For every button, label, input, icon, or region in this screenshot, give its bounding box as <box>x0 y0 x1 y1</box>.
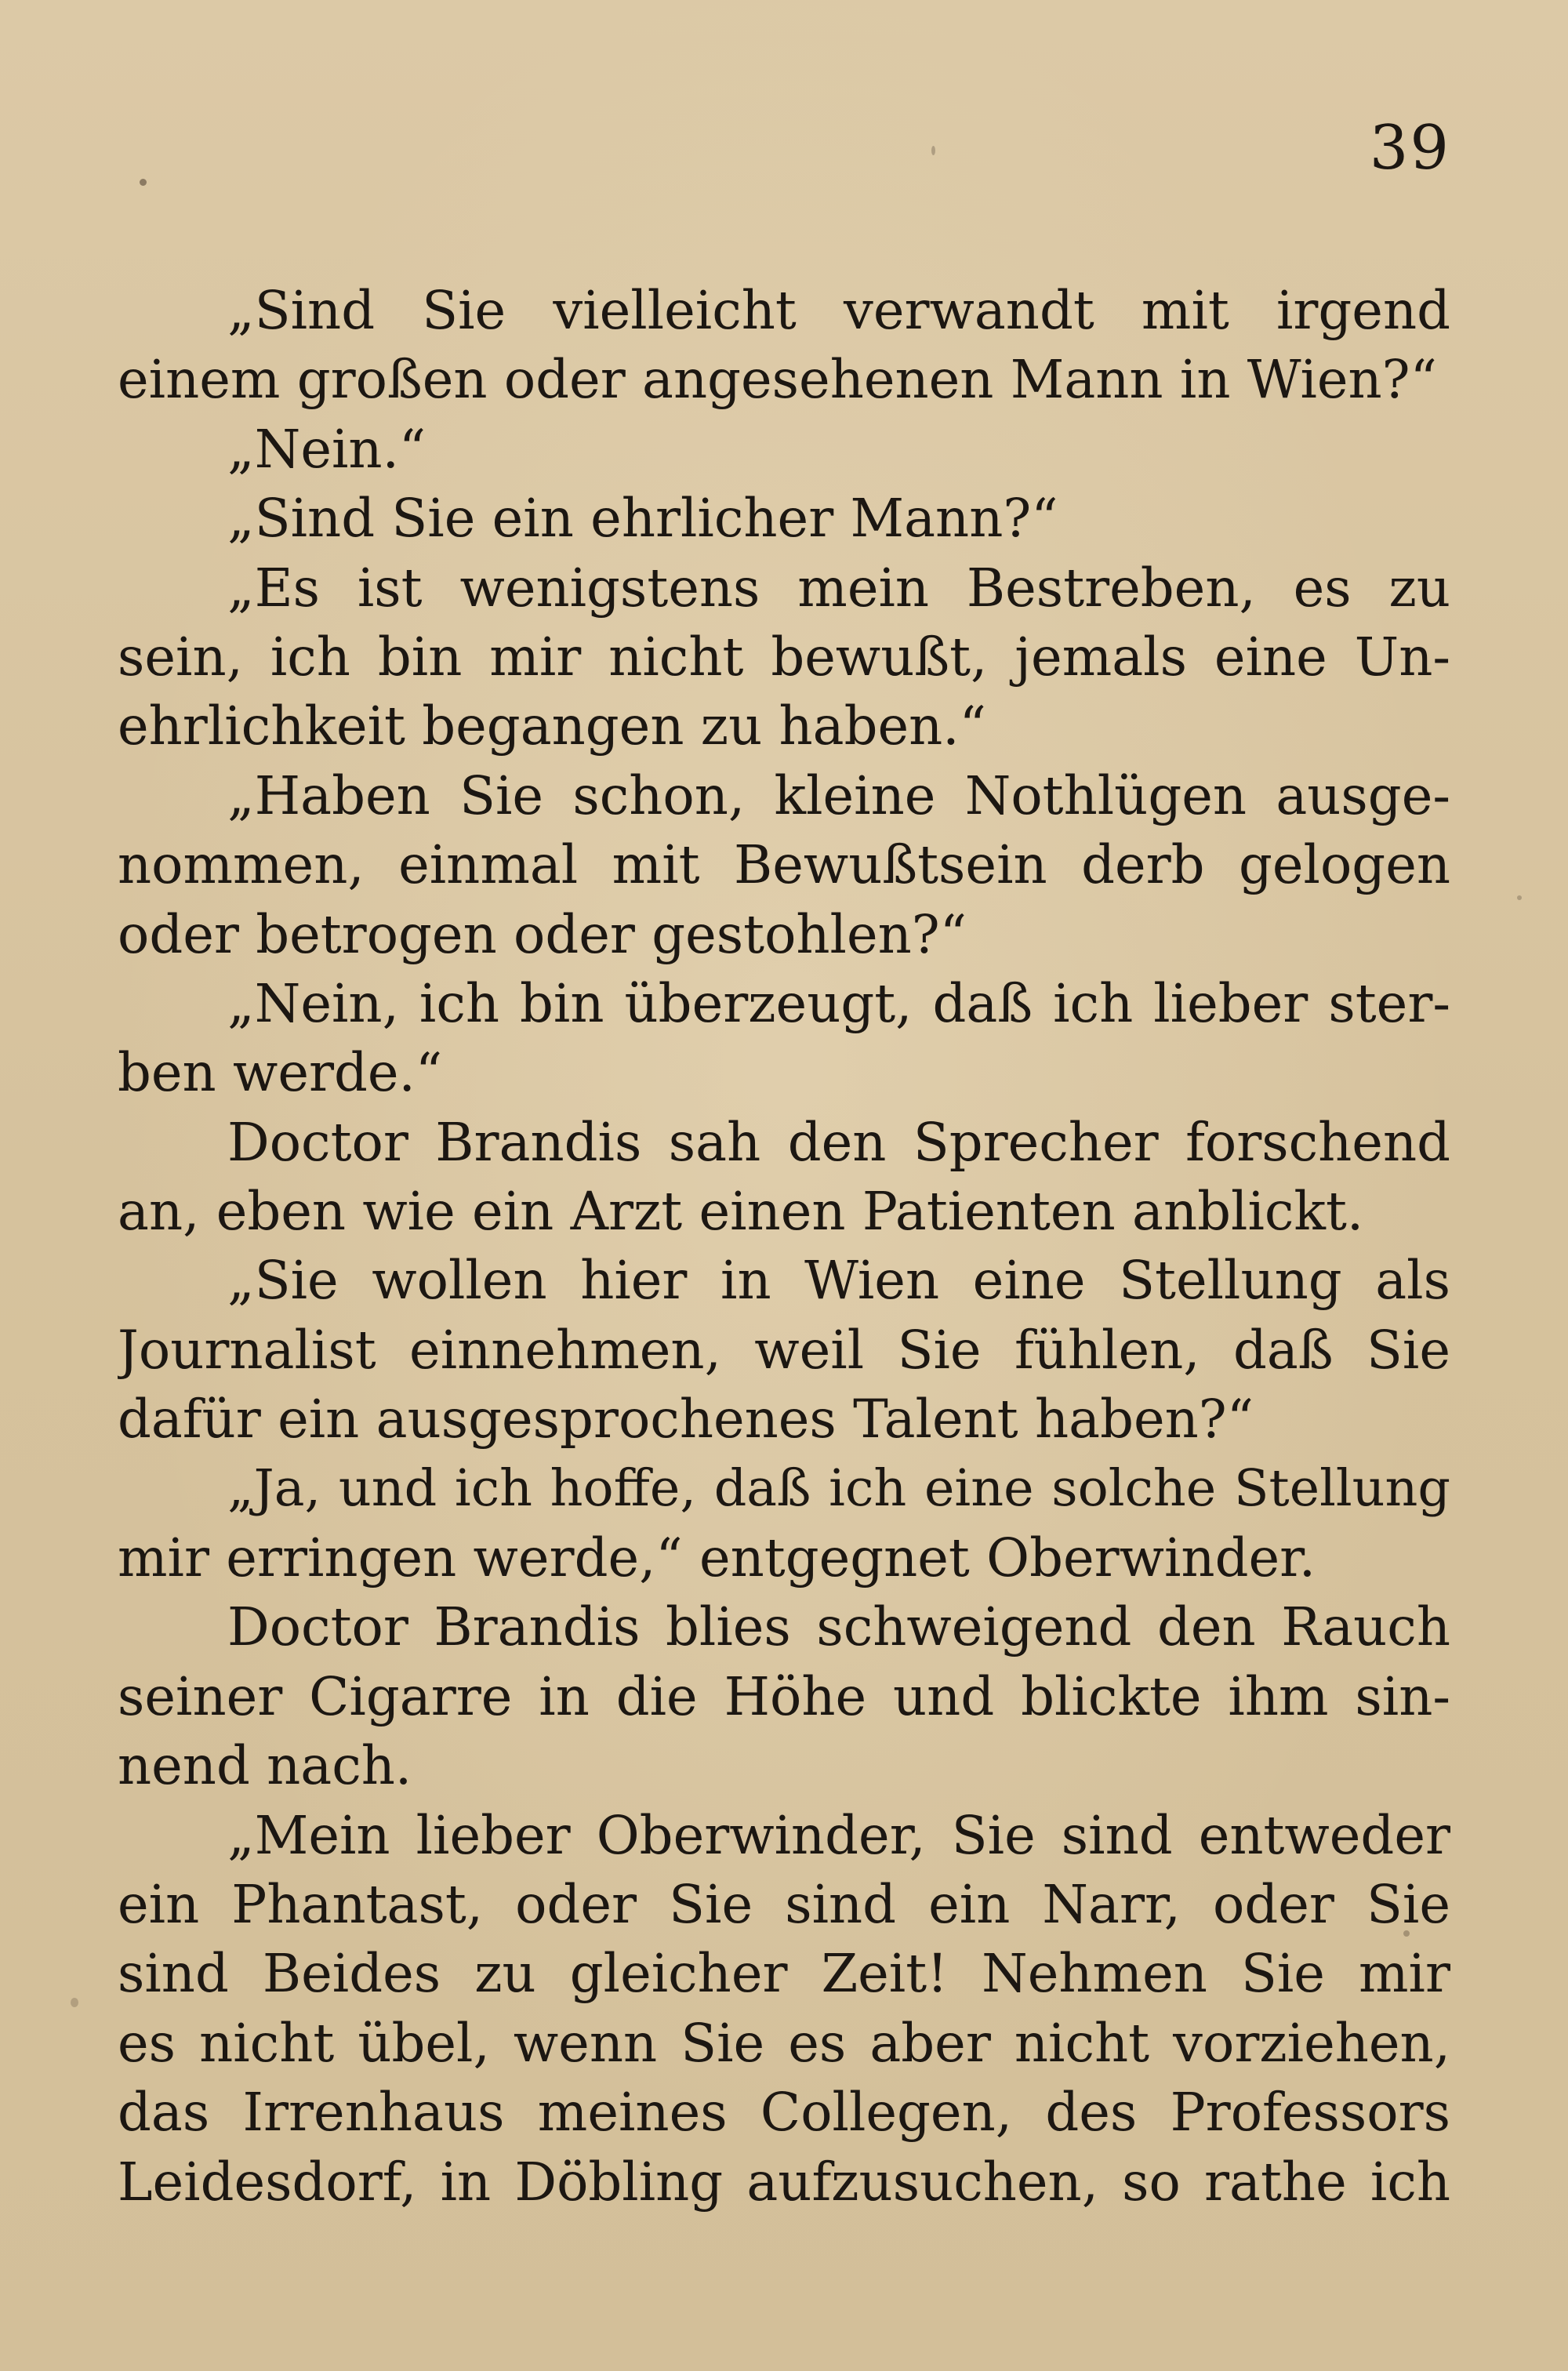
text-line: „Sind Sie ein ehrlicher Mann?“ <box>227 488 1058 550</box>
text-line: nommen, einmal mit Bewußtsein derb gelogen <box>118 834 1450 896</box>
text-line: mir erringen werde,“ entgegnet Oberwinder. <box>118 1527 1316 1589</box>
text-line: „Ja, und ich hoffe, daß ich eine solche Stellung <box>227 1458 1450 1518</box>
paper-speck <box>931 146 935 155</box>
text-line: „Nein, ich bin überzeugt, daß ich lieber ster- <box>227 972 1450 1034</box>
text-line: „Es ist wenigstens mein Bestreben, es zu <box>227 557 1450 619</box>
text-line: ben werde.“ <box>118 1042 443 1104</box>
text-line: es nicht übel, wenn Sie es aber nicht vorziehen, <box>118 2012 1450 2074</box>
text-line: seiner Cigarre in die Höhe und blickte ihm sin- <box>118 1665 1450 1727</box>
text-line: an, eben wie ein Arzt einen Patienten anblickt. <box>118 1181 1364 1243</box>
text-line: ein Phantast, oder Sie sind ein Narr, oder Sie <box>118 1873 1450 1935</box>
text-line: nend nach. <box>118 1735 412 1797</box>
text-line: „Nein.“ <box>227 418 426 480</box>
text-line: ehrlichkeit begangen zu haben.“ <box>118 695 986 757</box>
paper-speck <box>71 1998 78 2007</box>
text-line: „Mein lieber Oberwinder, Sie sind entweder <box>227 1804 1450 1866</box>
paper-speck <box>1517 895 1522 900</box>
paper-speck <box>1403 1930 1410 1937</box>
text-line: das Irrenhaus meines Collegen, des Professors <box>118 2082 1450 2144</box>
text-line: einem großen oder angesehenen Mann in Wien?“ <box>118 349 1437 411</box>
paper-speck <box>140 179 147 186</box>
text-line: Leidesdorf, in Döbling aufzusuchen, so rathe ich <box>118 2151 1450 2213</box>
text-line: „Sie wollen hier in Wien eine Stellung als <box>227 1250 1450 1312</box>
text-line: Journalist einnehmen, weil Sie fühlen, daß Sie <box>118 1319 1450 1381</box>
text-line: „Haben Sie schon, kleine Nothlügen ausge- <box>227 764 1450 826</box>
text-line: „Sind Sie vielleicht verwandt mit irgend <box>227 280 1450 341</box>
text-line: oder betrogen oder gestohlen?“ <box>118 903 967 965</box>
text-line: Doctor Brandis sah den Sprecher forschend <box>227 1111 1450 1173</box>
text-line: Doctor Brandis blies schweigend den Rauch <box>227 1596 1450 1658</box>
text-line: sein, ich bin mir nicht bewußt, jemals eine Un- <box>118 626 1450 688</box>
text-line: sind Beides zu gleicher Zeit! Nehmen Sie mir <box>118 1943 1450 2005</box>
page-number: 39 <box>1369 113 1450 183</box>
body-text <box>118 276 1450 2217</box>
text-line: dafür ein ausgesprochenes Talent haben?“ <box>118 1389 1254 1451</box>
